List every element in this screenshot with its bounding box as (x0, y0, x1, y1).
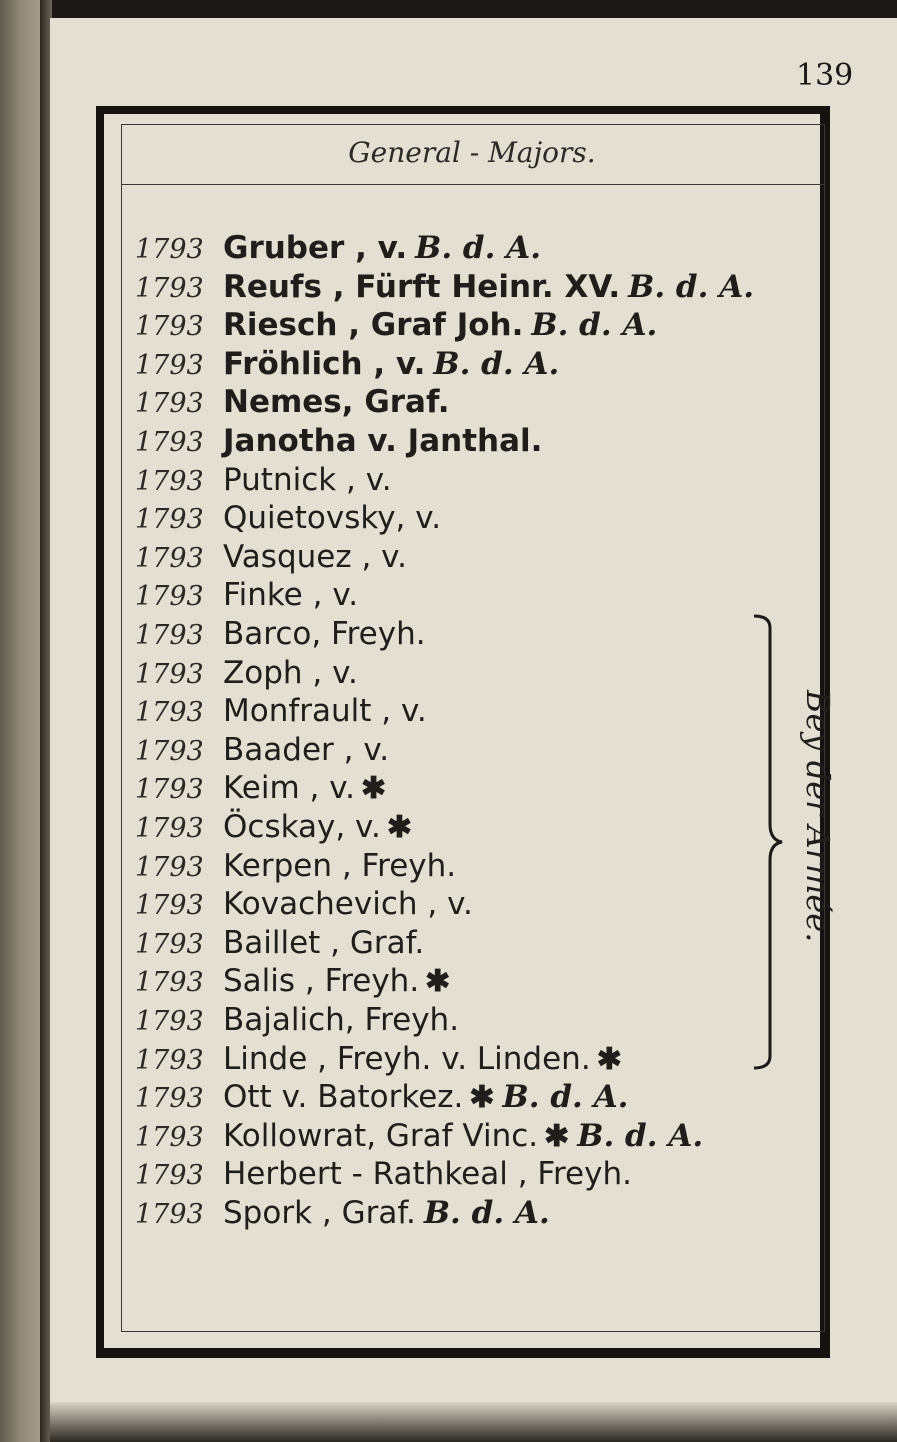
roster-name: Finke , v. (223, 577, 359, 613)
roster-year: 1793 (135, 1006, 204, 1037)
roster-name: Öcskay, v. (223, 809, 381, 845)
roster-row (135, 305, 657, 345)
roster-name: Putnick , v. (223, 462, 392, 498)
asterisk-mark: ✱ (386, 810, 412, 845)
roster-note: B. d. A. (415, 230, 542, 266)
roster-year: 1793 (135, 813, 204, 844)
roster-row (135, 807, 412, 847)
roster-row (135, 421, 542, 461)
roster-year: 1793 (135, 929, 204, 960)
page-number: 139 (796, 58, 854, 93)
roster-row (135, 1077, 628, 1117)
roster-name: Nemes, Graf. (223, 384, 450, 420)
roster-note: B. d. A. (423, 1195, 550, 1231)
roster-note: B. d. A. (433, 346, 560, 382)
roster-year: 1793 (135, 620, 204, 651)
roster-name: Bajalich, Freyh. (223, 1002, 460, 1038)
roster-note: B. d. A. (502, 1079, 629, 1115)
roster-name: Herbert - Rathkeal , Freyh. (223, 1156, 632, 1192)
roster-row (135, 1193, 550, 1233)
roster-name: Baillet , Graf. (223, 925, 425, 961)
roster-year: 1793 (135, 311, 204, 342)
roster-row (135, 923, 424, 963)
roster-name: Quietovsky, v. (223, 500, 442, 536)
roster-year: 1793 (135, 427, 204, 458)
roster-name: Keim , v. (223, 770, 356, 806)
roster-year: 1793 (135, 350, 204, 381)
roster-year: 1793 (135, 967, 204, 998)
roster-row (135, 1116, 703, 1156)
roster-note: B. d. A. (628, 269, 755, 305)
army-bracket-label: Bey der Armée. (799, 690, 837, 943)
roster-year: 1793 (135, 1083, 204, 1114)
roster-row (135, 1154, 632, 1194)
roster-name: Salis , Freyh. (223, 963, 420, 999)
asterisk-mark: ✱ (544, 1119, 570, 1154)
roster-name: Spork , Graf. (223, 1195, 416, 1231)
roster-year: 1793 (135, 1045, 204, 1076)
roster-year: 1793 (135, 697, 204, 728)
roster-row (135, 267, 754, 307)
roster-row (135, 1039, 622, 1079)
roster-year: 1793 (135, 736, 204, 767)
roster-year: 1793 (135, 581, 204, 612)
roster-row (135, 730, 389, 770)
roster-year: 1793 (135, 890, 204, 921)
roster-row (135, 537, 407, 577)
roster-name: Barco, Freyh. (223, 616, 426, 652)
roster-row (135, 460, 392, 500)
roster-name: Kerpen , Freyh. (223, 848, 457, 884)
roster-year: 1793 (135, 852, 204, 883)
roster-row (135, 614, 426, 654)
roster-year: 1793 (135, 273, 204, 304)
roster-row (135, 691, 427, 731)
roster-year: 1793 (135, 234, 204, 265)
roster-year: 1793 (135, 1199, 204, 1230)
roster-row (135, 884, 473, 924)
roster-name: Janotha v. Janthal. (223, 423, 543, 459)
roster-name: Ott v. Batorkez. (223, 1079, 464, 1115)
roster-row (135, 768, 386, 808)
roster-row (135, 846, 456, 886)
army-bracket (752, 612, 792, 1072)
roster-note: B. d. A. (577, 1118, 704, 1154)
roster-row (135, 344, 559, 384)
roster-name: Gruber , v. (223, 230, 408, 266)
roster-row (135, 1000, 459, 1040)
roster-row (135, 961, 450, 1001)
roster-name: Monfrault , v. (223, 693, 427, 729)
roster-year: 1793 (135, 659, 204, 690)
roster-year: 1793 (135, 774, 204, 805)
roster-row (135, 498, 441, 538)
roster-row (135, 382, 450, 422)
roster-name: Baader , v. (223, 732, 390, 768)
roster-name: Kollowrat, Graf Vinc. (223, 1118, 539, 1154)
roster-name: Fröhlich , v. (223, 346, 426, 382)
roster-row (135, 653, 358, 693)
roster-row (135, 575, 358, 615)
asterisk-mark: ✱ (596, 1042, 622, 1077)
roster-year: 1793 (135, 1160, 204, 1191)
asterisk-mark: ✱ (469, 1080, 495, 1115)
roster-year: 1793 (135, 543, 204, 574)
roster-year: 1793 (135, 1122, 204, 1153)
roster-name: Zoph , v. (223, 655, 358, 691)
roster-name: Kovachevich , v. (223, 886, 473, 922)
roster-name: Riesch , Graf Joh. (223, 307, 524, 343)
roster-year: 1793 (135, 504, 204, 535)
asterisk-mark: ✱ (425, 964, 451, 999)
roster-name: Vasquez , v. (223, 539, 407, 575)
section-heading: General - Majors. (348, 136, 596, 169)
asterisk-mark: ✱ (361, 771, 387, 806)
roster-year: 1793 (135, 466, 204, 497)
roster-note: B. d. A. (531, 307, 658, 343)
roster-name: Linde , Freyh. v. Linden. (223, 1041, 591, 1077)
roster-name: Reufs , Fürft Heinr. XV. (223, 269, 621, 305)
roster-row (135, 228, 541, 268)
roster-year: 1793 (135, 388, 204, 419)
